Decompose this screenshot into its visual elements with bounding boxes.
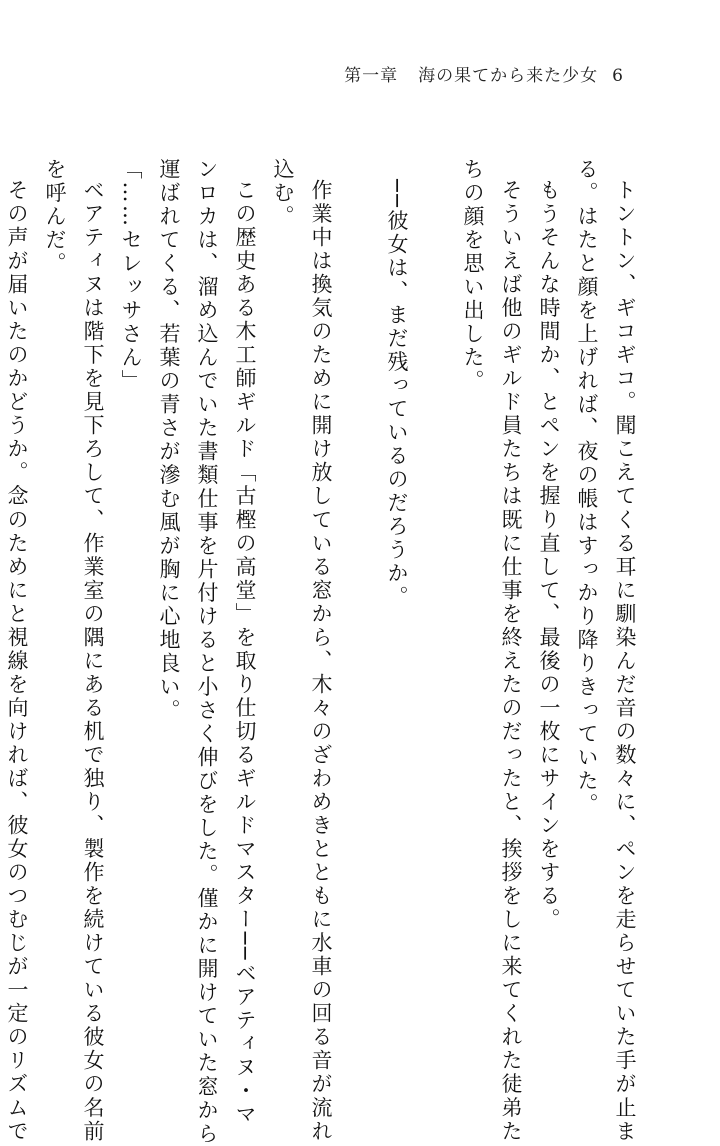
vertical-text-body <box>5 158 644 1146</box>
text-line: 込む。 <box>271 158 295 229</box>
text-line: もうそんな時間か、とペンを握り直して、最後の一枚にサインをする。 <box>537 179 561 932</box>
text-line: ──彼女は、まだ残っているのだろうか。 <box>385 179 409 610</box>
chapter-title: 海の果てから来た少女 <box>418 66 599 86</box>
text-line: トントン、ギコギコ。聞こえてくる耳に馴染んだ音の数々に、ペンを走らせていた手が止ま <box>613 179 637 1144</box>
text-line: ちの顔を思い出した。 <box>461 158 485 394</box>
text-line: ンロカは、溜め込んでいた書類仕事を片付けると小さく伸びをした。僅かに開けていた窓から <box>195 158 219 1146</box>
page-number: 6 <box>612 66 624 86</box>
scene-gap <box>416 158 454 938</box>
text-line: 「……セレッサさん」 <box>119 158 143 394</box>
text-line: を呼んだ。 <box>43 158 67 276</box>
text-line: そういえば他のギルド員たちは既に仕事を終えたのだったと、挨拶をしに来てくれた徒弟た <box>499 179 523 1144</box>
text-line: る。はたと顔を上げれば、夜の帳はすっかり降りきっていた。 <box>575 158 599 817</box>
text-line: 作業中は換気のために開け放している窓から、木々のざわめきとともに水車の回る音が流れ <box>309 179 333 1144</box>
text-line: この歴史ある木工師ギルド「古樫の高堂」を取り仕切るギルドマスター──ベアティヌ・マ <box>233 179 257 1127</box>
running-header <box>344 61 624 86</box>
scene-gap <box>340 158 378 938</box>
text-line: 運ばれてくる、若葉の青さが滲む風が胸に心地良い。 <box>157 158 181 723</box>
text-line: その声が届いたのかどうか。念のためにと視線を向ければ、彼女のつむじが一定のリズムで <box>5 179 29 1144</box>
text-line: ベアティヌは階下を見下ろして、作業室の隅にある机で独り、製作を続けている彼女の名前 <box>81 179 105 1144</box>
chapter-label: 第一章 <box>344 66 399 86</box>
